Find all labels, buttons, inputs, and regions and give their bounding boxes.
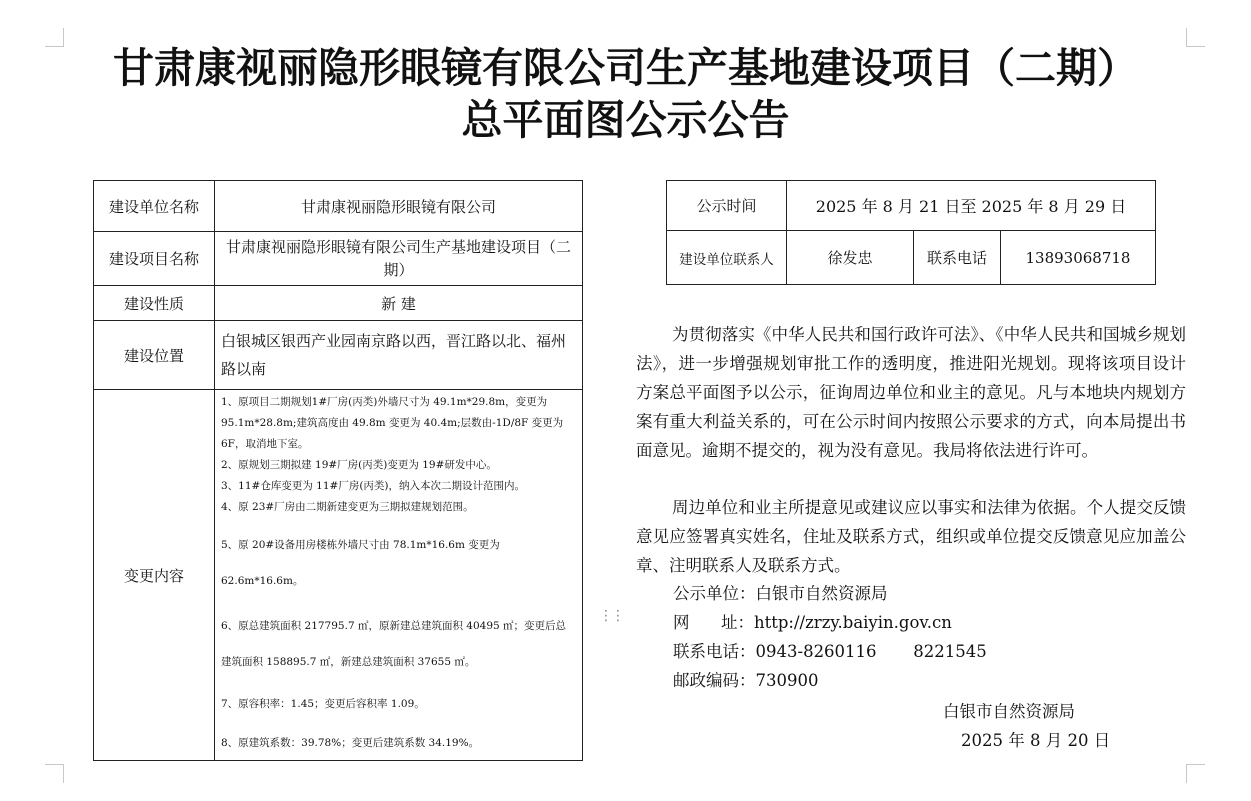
table-row	[94, 390, 583, 761]
publicity-time-value: 2025 年 8 月 21 日至 2025 年 8 月 29 日	[787, 181, 1156, 231]
row-value: 甘肃康视丽隐形眼镜有限公司生产基地建设项目（二期）	[215, 232, 583, 286]
page-title	[40, 42, 1211, 146]
page-corner-mark	[1186, 764, 1205, 783]
row-label: 建设位置	[94, 321, 215, 390]
signature-date: 2025 年 8 月 20 日	[961, 731, 1111, 750]
title-line-2: 总平面图公示公告	[461, 96, 790, 144]
website-line	[673, 608, 952, 637]
table-row	[94, 232, 583, 286]
row-label: 建设性质	[94, 286, 215, 321]
change-item: 2、原规划三期拟建 19#厂房(丙类)变更为 19#研发中心。	[221, 459, 497, 471]
notice-paragraph: 为贯彻落实《中华人民共和国行政许可法》、《中华人民共和国城乡规划法》，进一步增强规划审批工作的透明度，推进阳光规划。现将该项目设计方案总平面图予以公示，征询周边单位和业主的意见。凡与本地块内规划方案有重大利益关系的，可在公示时间内按照公示要求的方式，向本局提出书面意见。逾期不提交的，视为没有意见。我局将依法进行许可。	[636, 325, 1186, 460]
contact-name: 徐发忠	[787, 231, 914, 285]
postal-code: 邮政编码：730900	[673, 671, 819, 690]
publicity-info-table	[666, 180, 1156, 285]
row-value: 白银城区银西产业园南京路以西，晋江路以北、福州路以南	[215, 321, 583, 390]
notice-paragraph: 周边单位和业主所提意见或建议应以事实和法律为依据。个人提交反馈意见应签署真实姓名，住址及联系方式，组织或单位提交反馈意见应加盖公章、注明联系人及联系方式。	[636, 498, 1186, 575]
signature-org: 白银市自然资源局	[943, 702, 1075, 721]
row-value: 甘肃康视丽隐形眼镜有限公司	[215, 181, 583, 232]
change-item: 6、原总建筑面积 217795.7 ㎡，原新建总建筑面积 40495 ㎡；变更后总建筑面积 158895.7 ㎡，新建总建筑面积 37655 ㎡。	[221, 620, 567, 668]
change-item: 3、11#仓库变更为 11#厂房(丙类)，纳入本次二期设计范围内。	[221, 480, 526, 492]
table-row	[94, 286, 583, 321]
change-item: 7、原容积率：1.45；变更后容积率 1.09。	[221, 698, 425, 710]
website-link[interactable]: http://zrzy.baiyin.gov.cn	[753, 613, 952, 632]
table-row	[94, 181, 583, 232]
title-line-1: 甘肃康视丽隐形眼镜有限公司生产基地建设项目（二期）	[113, 44, 1138, 92]
change-item: 5、原 20#设备用房楼栋外墙尺寸由 78.1m*16.6m 变更为 62.6m*16.6m。	[221, 539, 500, 587]
row-label: 建设单位名称	[94, 181, 215, 232]
website-label: 网 址：	[673, 613, 754, 632]
contact-label: 建设单位联系人	[667, 231, 787, 285]
phone-value: 13893068718	[1001, 231, 1156, 285]
row-value: 新 建	[215, 286, 583, 321]
project-info-table	[93, 180, 583, 761]
drag-handle-icon[interactable]: ⋮⋮	[599, 608, 623, 624]
change-item: 1、原项目二期规划1#厂房(丙类)外墙尺寸为 49.1m*29.8m，变更为 95.1m*28.8m;建筑高度由 49.8m 变更为 40.4m;层数由-1D/8F 变更为 6F，取消地下室。	[221, 396, 564, 450]
row-label: 变更内容	[94, 390, 215, 761]
change-item: 4、原 23#厂房由二期新建变更为三期拟建规划范围。	[221, 501, 474, 513]
contact-phone: 联系电话：0943-8260116 8221545	[673, 642, 987, 661]
row-label: 建设项目名称	[94, 232, 215, 286]
changes-list	[215, 390, 583, 761]
phone-label: 联系电话	[914, 231, 1001, 285]
publicity-time-label: 公示时间	[667, 181, 787, 231]
publicity-unit: 公示单位：白银市自然资源局	[673, 584, 888, 603]
table-row	[667, 231, 1156, 285]
table-row	[94, 321, 583, 390]
change-item: 8、原建筑系数：39.78%；变更后建筑系数 34.19%。	[221, 737, 480, 749]
page-corner-mark	[45, 764, 64, 783]
table-row	[667, 181, 1156, 231]
